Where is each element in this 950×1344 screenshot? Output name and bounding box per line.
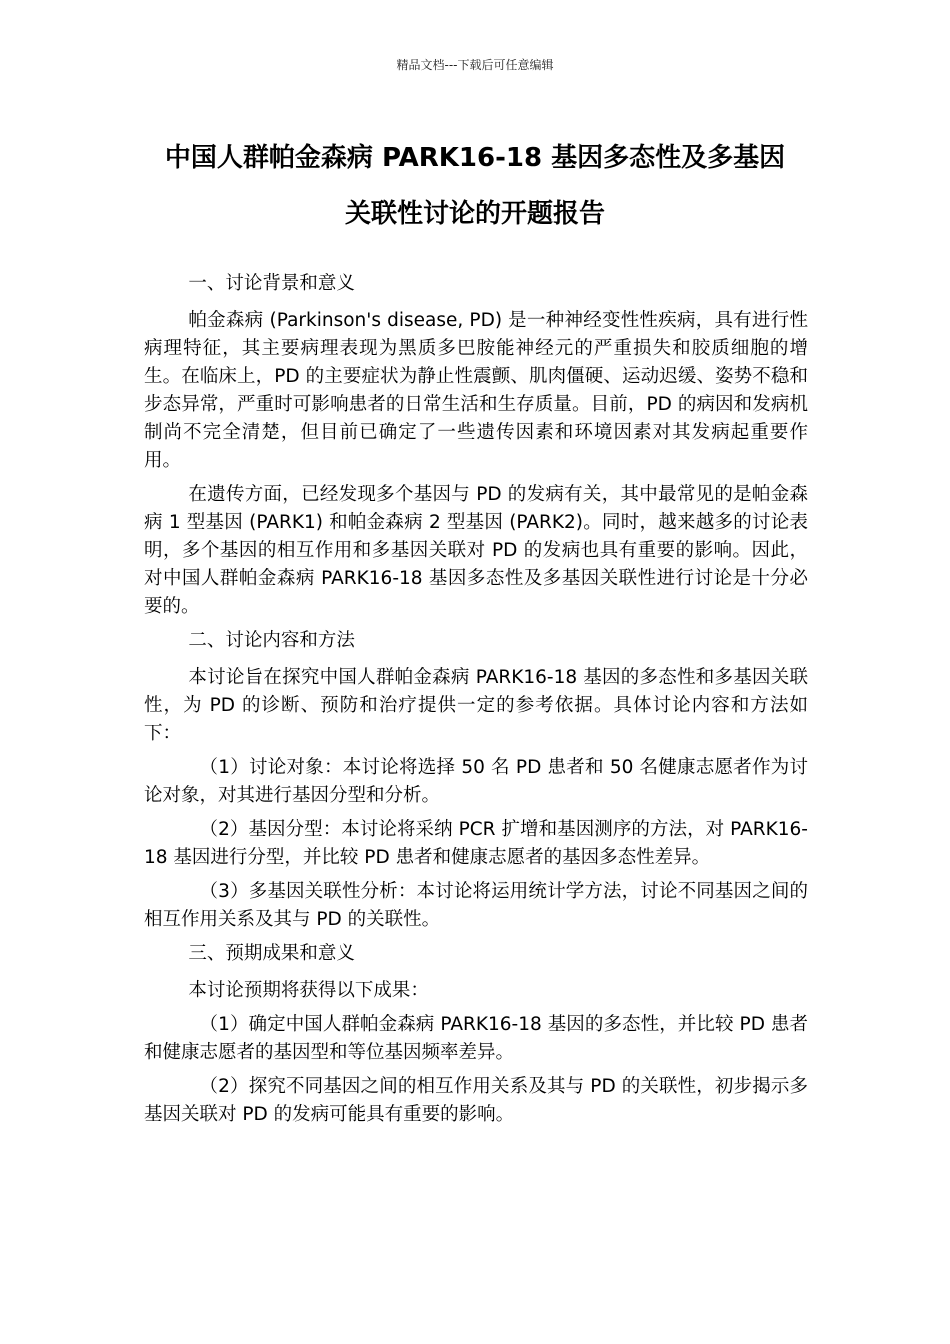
header-watermark: 精品文档---下载后可任意编辑 [396,58,554,72]
section-heading-expected-results: 三、预期成果和意义 [188,943,355,964]
list-item-subjects: （1）讨论对象：本讨论将选择 50 名 PD 患者和 50 名健康志愿者作为讨论对象，对其进行基因分型和分析。 [144,757,808,806]
title-line-2: 关联性讨论的开题报告 [344,199,605,229]
paragraph-methods-intro: 本讨论旨在探究中国人群帕金森病 PARK16-18 基因的多态性和多基因关联性，为 PD 的诊断、预防和治疗提供一定的参考依据。具体讨论内容和方法如下： [144,667,808,744]
document-title [110,130,840,242]
list-item-result-2: （2）探究不同基因之间的相互作用关系及其与 PD 的关联性，初步揭示多基因关联对 PD 的发病可能具有重要的影响。 [144,1076,808,1125]
paragraph-expected-intro: 本讨论预期将获得以下成果： [188,980,429,1001]
title-line-1: 中国人群帕金森病 PARK16-18 基因多态性及多基因 [164,143,786,173]
list-item-association-analysis: （3）多基因关联性分析：本讨论将运用统计学方法，讨论不同基因之间的相互作用关系及其与 PD 的关联性。 [144,881,808,930]
section-heading-background: 一、讨论背景和意义 [188,273,355,294]
section-heading-methods: 二、讨论内容和方法 [188,630,355,651]
paragraph-background-1: 帕金森病 (Parkinson's disease, PD) 是一种神经变性性疾病，具有进行性病理特征，其主要病理表现为黑质多巴胺能神经元的严重损失和胶质细胞的增生。在临床上，PD 的主要症状为静止性震颤、肌肉僵硬、运动迟缓、姿势不稳和步态异常，严重时可影响患者的日常生活和生存质量。目前，PD 的病因和发病机制尚不完全清楚，但目前已确定了一些遗传因素和环境因素对其发病起重要作用。 [144,310,808,471]
list-item-result-1: （1）确定中国人群帕金森病 PARK16-18 基因的多态性，并比较 PD 患者和健康志愿者的基因型和等位基因频率差异。 [144,1014,808,1063]
list-item-genotyping: （2）基因分型：本讨论将采纳 PCR 扩增和基因测序的方法，对 PARK16-18 基因进行分型，并比较 PD 患者和健康志愿者的基因多态性差异。 [144,819,808,868]
document-body [144,270,808,1135]
paragraph-background-2: 在遗传方面，已经发现多个基因与 PD 的发病有关，其中最常见的是帕金森病 1 型基因 (PARK1) 和帕金森病 2 型基因 (PARK2)。同时，越来越多的讨论表明，多个基因的相互作用和多基因关联对 PD 的发病也具有重要的影响。因此，对中国人群帕金森病 PARK16-18 基因多态性及多基因关联性进行讨论是十分必要的。 [144,484,808,617]
